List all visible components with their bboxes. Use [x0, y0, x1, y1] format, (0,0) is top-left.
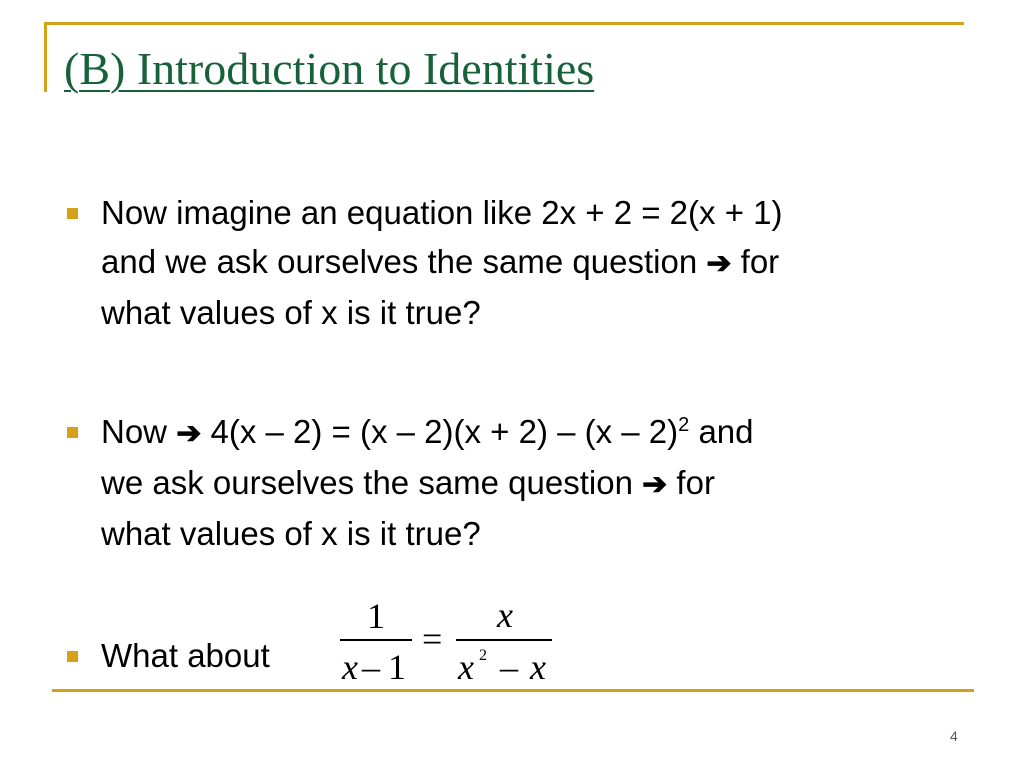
bullet-2-line-2-text: we ask ourselves the same question [101, 464, 643, 501]
bullet-2-equation: 4(x – 2) = (x – 2)(x + 2) – (x – 2) [201, 413, 679, 450]
bullet-1-line-3: what values of x is it true? [101, 294, 481, 331]
lhs-numerator: 1 [367, 596, 385, 636]
rhs-den-var-1: x [458, 647, 474, 687]
bullet-2-line-2-end: for [667, 464, 715, 501]
lhs-fraction-bar [340, 639, 412, 641]
bullet-1-line-2-text: and we ask ourselves the same question [101, 243, 707, 280]
frame-left-line [44, 22, 47, 92]
bullet-marker [67, 208, 78, 219]
lhs-den-var: x [342, 647, 358, 687]
lhs-den-op: – [362, 647, 380, 687]
bullet-1 [101, 188, 971, 337]
right-arrow-icon: ➔ [706, 247, 732, 280]
bullet-1-line-1: Now imagine an equation like 2x + 2 = 2(x + 1) [101, 194, 783, 231]
lhs-den-const: 1 [388, 647, 406, 687]
right-arrow-icon: ➔ [176, 417, 202, 450]
bullet-2-line-1 [101, 407, 971, 458]
rhs-fraction-bar [456, 639, 552, 641]
bullet-3-text: What about [101, 637, 270, 674]
rhs-den-exponent: 2 [479, 647, 487, 664]
bullet-1-line-2 [101, 237, 971, 288]
bullet-2-now-text: Now [101, 413, 177, 450]
frame-bottom-line [52, 689, 974, 692]
equals-sign: = [422, 619, 443, 659]
bullet-2 [101, 407, 971, 558]
right-arrow-icon: ➔ [642, 468, 668, 501]
bullet-1-line-2-end: for [731, 243, 780, 280]
bullet-2-exponent: 2 [678, 414, 690, 436]
slide-number: 4 [950, 728, 958, 744]
frame-top-line [44, 22, 964, 25]
bullet-marker [67, 427, 78, 438]
bullet-2-line-3: what values of x is it true? [101, 515, 481, 552]
bullet-marker [67, 651, 78, 662]
fraction-equation [334, 593, 564, 693]
bullet-2-line-1-end: and [689, 413, 754, 450]
rhs-den-op: – [500, 647, 518, 687]
rhs-numerator: x [497, 595, 513, 635]
slide-title: (B) Introduction to Identities [64, 43, 595, 94]
rhs-den-var-2: x [530, 647, 546, 687]
bullet-2-line-2 [101, 458, 971, 509]
